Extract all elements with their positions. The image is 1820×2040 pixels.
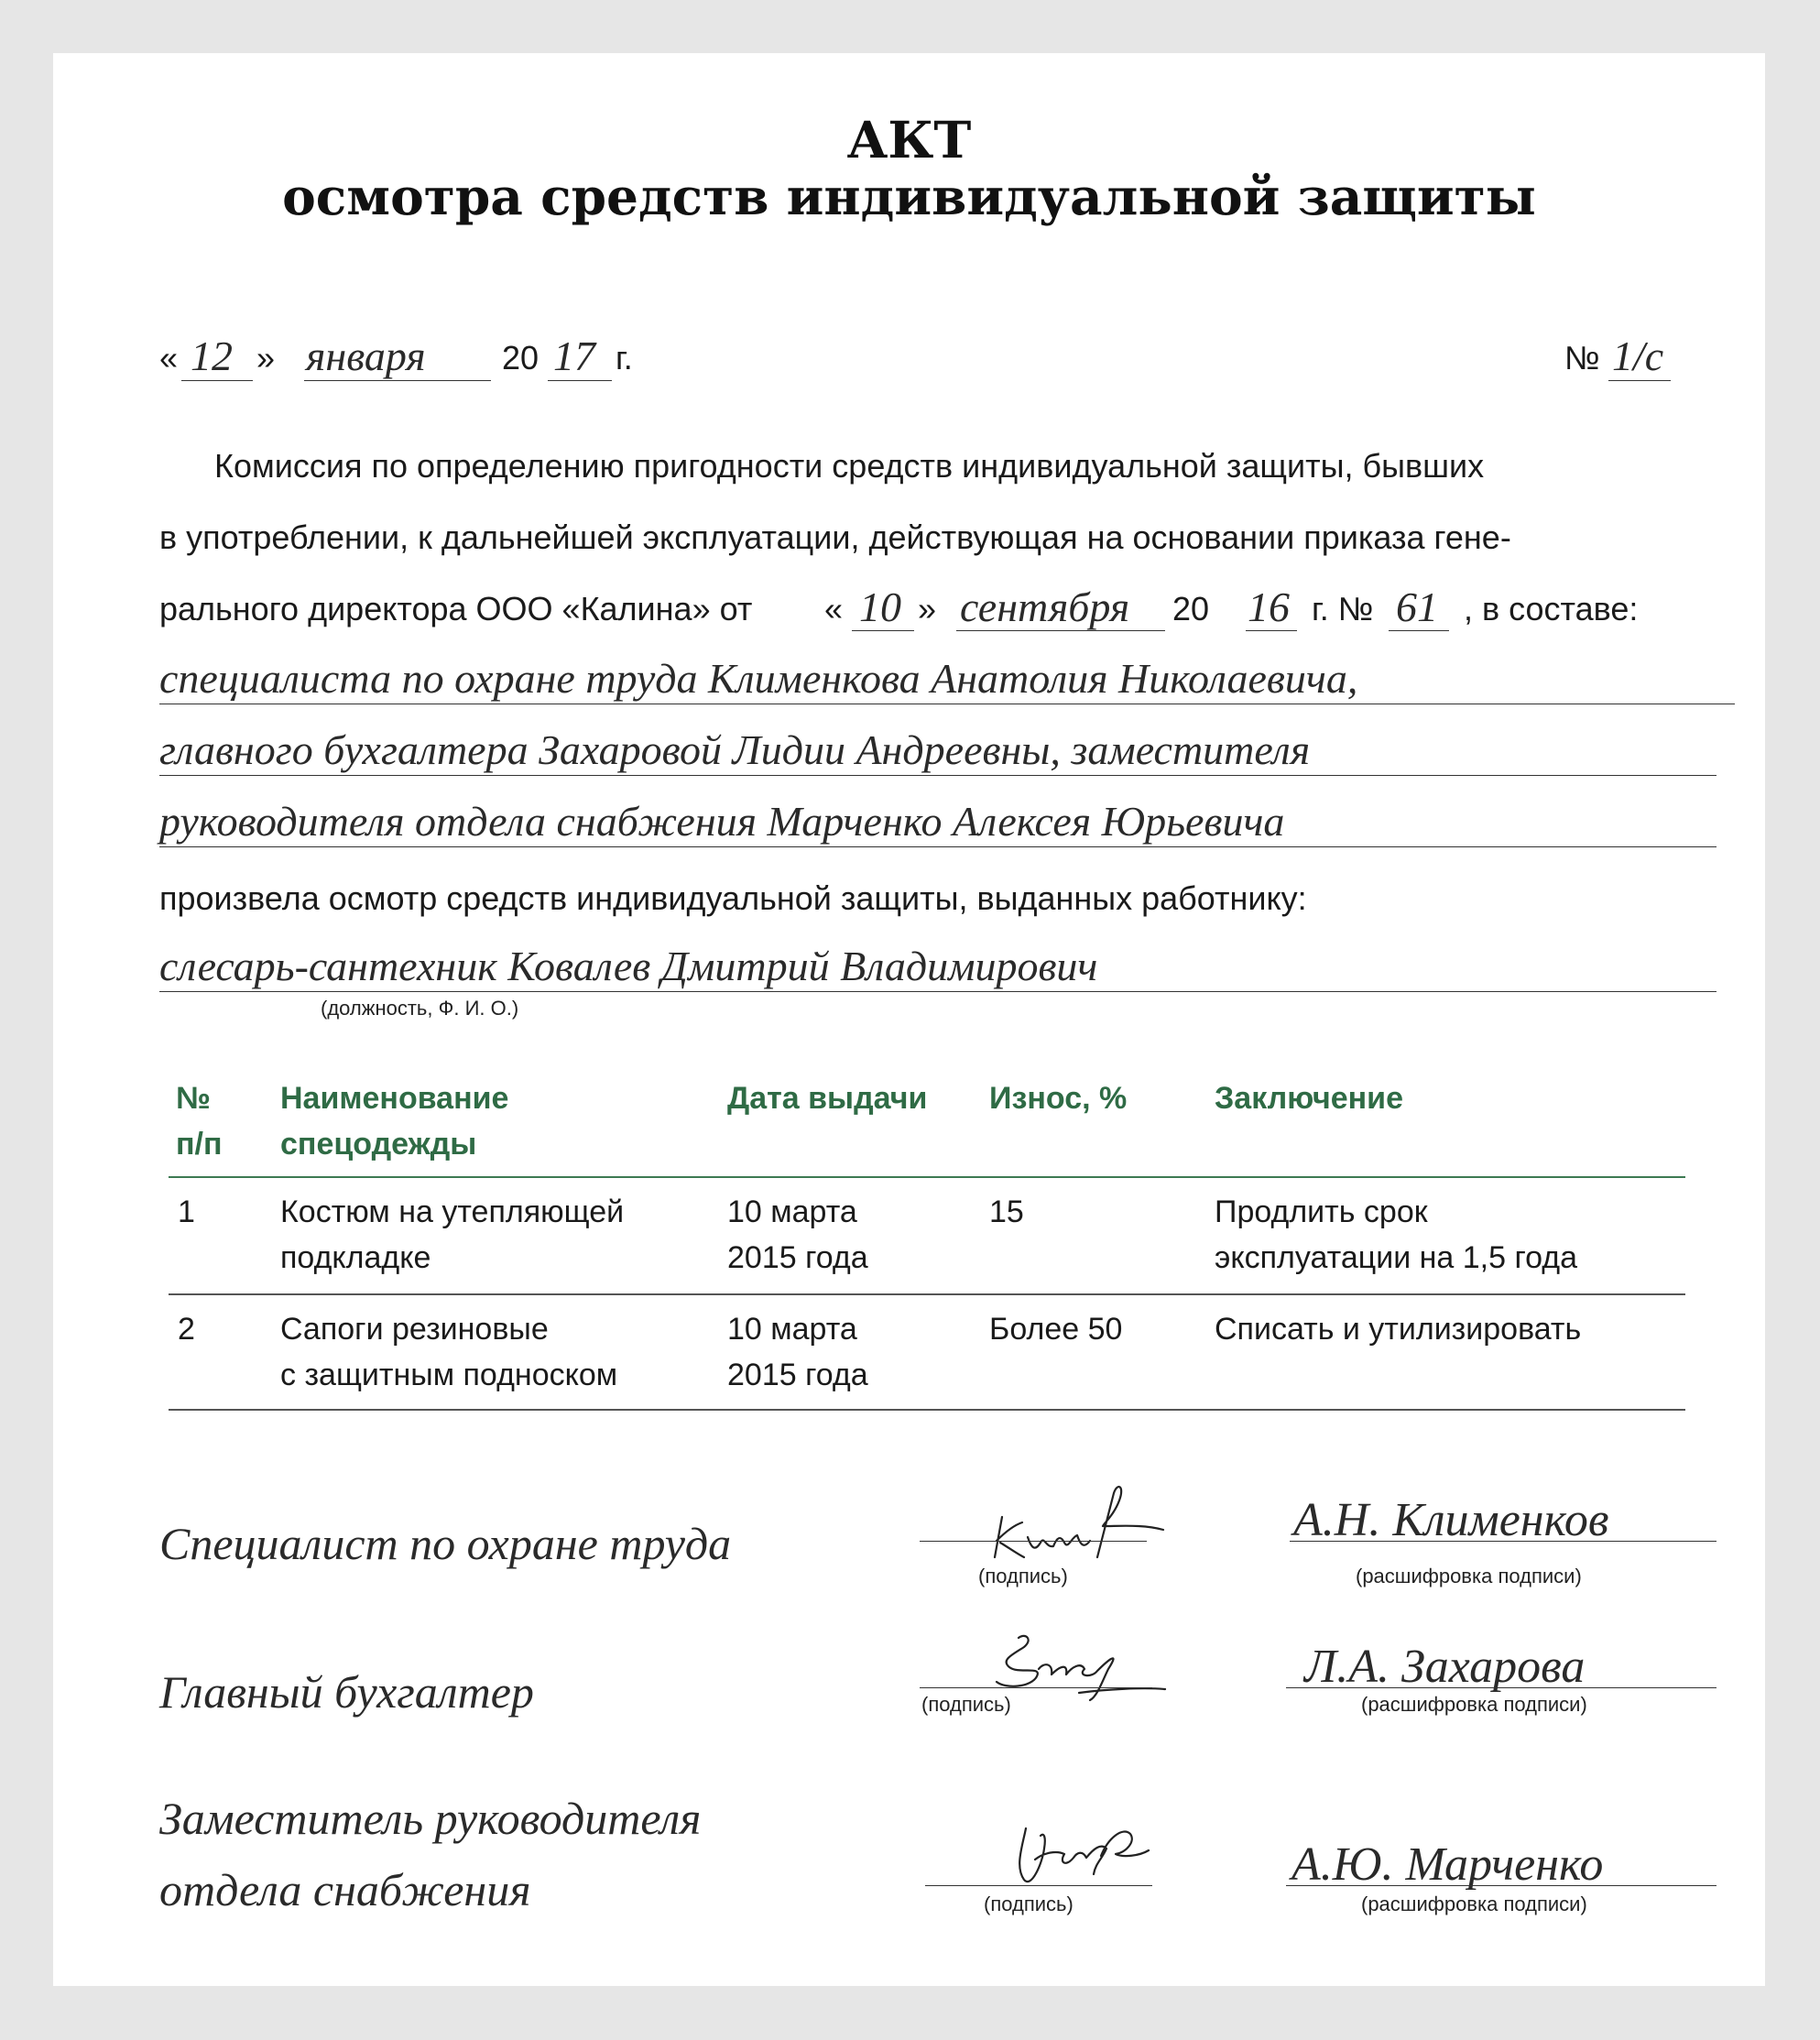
signer3-decode-line [1286, 1885, 1716, 1886]
signer1-role: Специалист по охране труда [159, 1518, 732, 1569]
date-month-underline [304, 380, 491, 381]
date-year-suffix: 17 [553, 333, 595, 379]
signer1-decode-caption: (расшифровка подписи) [1356, 1565, 1582, 1587]
date-day: 12 [191, 333, 233, 379]
intro-line-2: в употреблении, к дальнейшей эксплуатации, действующая на основании приказа гене- [159, 518, 1511, 556]
date-year-word: г. [616, 339, 633, 376]
commission-line-3: руководителя отдела снабжения Марченко Алексея Юрьевича [159, 798, 1285, 845]
th-date: Дата выдачи [727, 1081, 928, 1116]
order-month-underline [956, 630, 1165, 631]
signer3-signature-caption: (подпись) [984, 1893, 1073, 1915]
th-name-line2: спецодежды [280, 1127, 477, 1162]
intro-line-3: рального директора ООО «Калина» от [159, 590, 753, 627]
commission-line-2-underline [159, 775, 1716, 776]
th-num-line1: № [176, 1081, 211, 1116]
th-num-line2: п/п [176, 1127, 223, 1162]
table-header-divider [169, 1176, 1685, 1178]
date-quote-open: « [159, 339, 179, 376]
signer2-signature-caption: (подпись) [921, 1693, 1011, 1716]
th-name-line1: Наименование [280, 1081, 509, 1116]
row2-wear: Более 50 [989, 1312, 1123, 1347]
table-bottom-border [169, 1409, 1685, 1411]
row1-date-line2: 2015 года [727, 1240, 868, 1275]
order-year-underline [1246, 630, 1297, 631]
inspection-text: произвела осмотр средств индивидуальной защиты, выданных работнику: [159, 879, 1307, 917]
signer1-decode: А.Н. Клименков [1293, 1494, 1609, 1546]
row1-conclusion-line2: эксплуатации на 1,5 года [1215, 1240, 1578, 1275]
row2-date-line2: 2015 года [727, 1358, 868, 1392]
commission-line-3-underline [159, 846, 1716, 847]
order-quote-open: « [824, 590, 844, 627]
intro-line-1: Комиссия по определению пригодности средств индивидуальной защиты, бывших [214, 447, 1485, 485]
act-number-sign: № [1564, 339, 1600, 376]
signer2-role: Главный бухгалтер [159, 1666, 534, 1718]
commission-line-2: главного бухгалтера Захаровой Лидии Андреевны, заместителя [159, 726, 1311, 773]
order-quote-close: » [918, 590, 937, 627]
date-day-underline [181, 380, 253, 381]
date-year-prefix: 20 [502, 339, 539, 376]
row1-date-line1: 10 марта [727, 1195, 857, 1229]
signer1-decode-line [1290, 1541, 1716, 1542]
order-year-prefix: 20 [1172, 590, 1210, 627]
row2-conclusion-line1: Списать и утилизировать [1215, 1312, 1582, 1347]
th-conclusion: Заключение [1215, 1081, 1403, 1116]
row2-num: 2 [178, 1312, 195, 1347]
row1-wear: 15 [989, 1195, 1024, 1229]
act-number-value: 1/с [1612, 333, 1664, 379]
row2-name-line2: с защитным подноском [280, 1358, 618, 1392]
row2-name-line1: Сапоги резиновые [280, 1312, 549, 1347]
row1-name-line2: подкладке [280, 1240, 431, 1275]
signer2-decode-line [1286, 1687, 1716, 1688]
signer3-decode: А.Ю. Марченко [1291, 1838, 1604, 1891]
signer2-decode-caption: (расшифровка подписи) [1361, 1693, 1587, 1716]
order-year-suffix: 16 [1248, 584, 1290, 630]
order-number-sign: г. № [1312, 590, 1374, 627]
signer1-signature-caption: (подпись) [978, 1565, 1068, 1587]
document-title: АКТ [846, 110, 972, 169]
th-wear: Износ, % [989, 1081, 1128, 1116]
date-year-underline [548, 380, 612, 381]
act-number-underline [1608, 380, 1671, 381]
intro-line-3-end: , в составе: [1464, 590, 1639, 627]
signer3-role-line2: отдела снабжения [159, 1864, 531, 1915]
signer3-signature-line [925, 1885, 1152, 1886]
signer1-signature-line [920, 1541, 1147, 1542]
worker-underline [159, 991, 1716, 992]
order-number: 61 [1396, 584, 1438, 630]
commission-line-1: специалиста по охране труда Клименкова Анатолия Николаевича, [159, 655, 1358, 702]
document-page [53, 53, 1765, 1986]
row2-date-line1: 10 марта [727, 1312, 857, 1347]
order-day: 10 [859, 584, 901, 630]
order-day-underline [852, 630, 914, 631]
table-row-divider [169, 1293, 1685, 1295]
signer1-signature-icon [969, 1469, 1189, 1570]
signer3-role-line1: Заместитель руководителя [159, 1793, 702, 1844]
date-quote-close: » [256, 339, 276, 376]
order-number-underline [1389, 630, 1449, 631]
order-month: сентября [960, 584, 1130, 630]
row1-conclusion-line1: Продлить срок [1215, 1195, 1428, 1229]
worker-name: слесарь-сантехник Ковалев Дмитрий Владимирович [159, 943, 1098, 989]
row1-name-line1: Костюм на утепляющей [280, 1195, 625, 1229]
document-subtitle: осмотра средств индивидуальной защиты [282, 167, 1536, 226]
signer2-signature-line [920, 1687, 1152, 1688]
worker-caption: (должность, Ф. И. О.) [321, 997, 519, 1020]
row1-num: 1 [178, 1195, 195, 1229]
signer2-decode: Л.А. Захарова [1304, 1641, 1586, 1693]
date-month: января [306, 333, 426, 379]
signer3-decode-caption: (расшифровка подписи) [1361, 1893, 1587, 1915]
